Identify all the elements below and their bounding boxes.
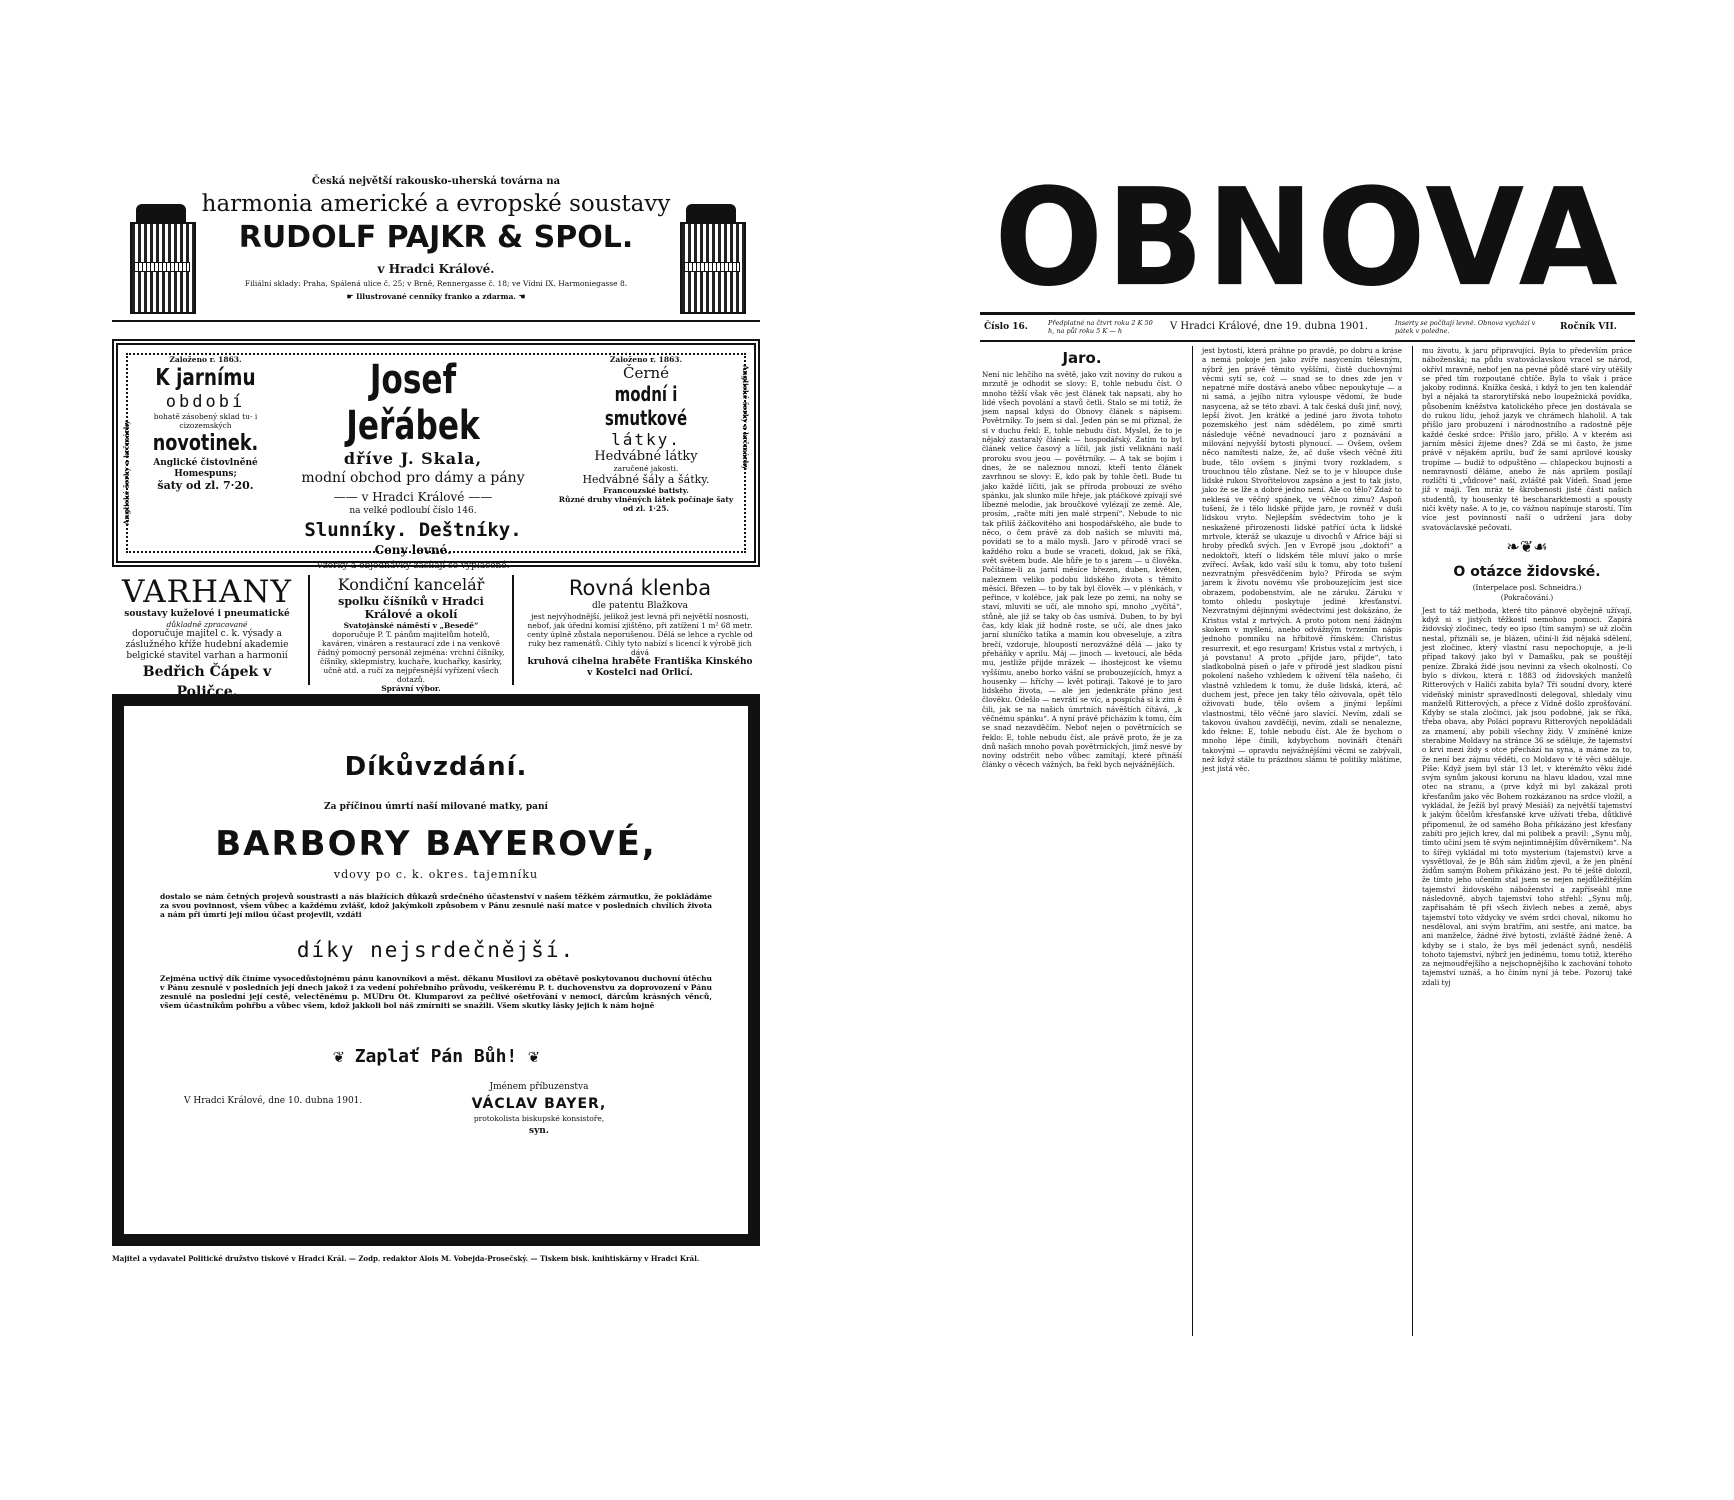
varhany-body: doporučuje majitel c. k. výsady a záslužného kříže hudební akademie belgické stavitel varhan a harmonií xyxy=(125,629,289,661)
three-ads-row xyxy=(112,574,760,700)
article2-cont: (Pokračování.) xyxy=(1500,592,1554,602)
masthead: OBNOVA xyxy=(994,160,1621,317)
thanks-behalf: Jménem příbuzenstva xyxy=(489,1082,589,1092)
drive-skala: dříve J. Skala, xyxy=(343,449,483,468)
harmonium-line1: Česká největší rakousko-uherská továrna na xyxy=(311,176,561,187)
kondicni-body: doporučuje P. T. pánům majitelům hotelů, kaváren, vináren a restaurací zde i na venkově řádný pomocný personál zejména: vrchní číšníky, číšníky, sklepmistry, kuchaře, kuchařky, kasírky, učně atd. a ručí za nejpřesnější vyřízení všech dotazů. xyxy=(317,630,505,684)
varhany-title: VARHANY xyxy=(121,574,293,610)
zarucene: zaručené jakosti. xyxy=(613,464,679,473)
kondicni-sub: spolku číšníků v Hradci Králové a okolí xyxy=(338,595,484,621)
obdobi: období xyxy=(165,392,246,412)
imprint-footer: Majitel a vydavatel Politické družstvo tiskové v Hradci Král. — Zodp. redaktor Alois M. Vobejda-Prosečský. — Tiskem bisk. knihtiskárny v Hradci Král. xyxy=(112,1254,700,1263)
sklad-text: bohatě zásobený sklad tu- i cizozemských xyxy=(153,412,258,430)
jerabek-address: na velké podloubí číslo 146. xyxy=(349,506,477,516)
klenba-maker: kruhová cihelna hraběte Františka Kinského xyxy=(527,657,753,667)
anglicke: Anglické čistovlněné xyxy=(153,458,258,468)
klenba-sub: dle patentu Blažkova xyxy=(592,601,688,611)
thanks-date: V Hradci Králové, dne 10. dubna 1901. xyxy=(184,1096,363,1106)
article-columns xyxy=(980,346,1635,1336)
vzorky: Vzorky a objednávky zasílají se vyplacené. xyxy=(316,561,510,571)
vlnene-latky: Různé druhy vlněných látek počínaje šaty od zl. 1·25. xyxy=(558,495,734,513)
article2-sub: (Interpelace posl. Schneidra.) xyxy=(1472,583,1582,593)
ornament-icon: ❧❦☙ xyxy=(1506,536,1548,556)
harmonium-company: RUDOLF PAJKR & SPOL. xyxy=(238,220,634,255)
varhany-sub: soustavy kuželové i pneumatické xyxy=(124,609,290,619)
homespuns: Homespuns; xyxy=(174,469,237,479)
modni-smutkove: modní i smutkové xyxy=(604,382,688,430)
thanks-name: BARBORY BAYEROVÉ, xyxy=(215,824,657,864)
cerne: Černé xyxy=(622,364,670,382)
ceny-levne: Ceny levné. xyxy=(374,543,452,557)
harmonium-ad xyxy=(112,176,760,332)
harmonium-city: v Hradci Králové. xyxy=(377,262,495,276)
kondicni-ad xyxy=(316,575,506,693)
column-2-text: jest bytostí, která práhne po pravdě, po dobru a kráse a nemá pokoje jen jako zvíře nasycením tělesným, nýbrž jen právě těmito vyššími, čistě duchovnými věcmi sytí se, což — snad se to dnes zde jen v nepatrné míře dostává anebo vůbec nepoukytuje — a ni samá, a jejího nitra vylouspe vědomí, že bude nasycena, až se této zbaví. A tak česká duši jinř, nový, lepší život. Jen krátké a jediné jaro života tohoto pozemského jest nám sdědělem, po zimě smrti následuje věčné nevadnoucí jaro z poznávání a milování nejvyšší bytosti plynoucí. — Ovšem, ovšem něco namítesti nalze, že, ač duše všech věčně žiti bude, tělo ovšem s jinými tvory rozkladem, s trouchnou tělo zůstane. Než se to je v hloupce duše lidské rukou Stvořitelovou zapsáno a jest to tak jisto, jako že se lže a dobré jedno není. Ale co tělo? Zdaž to neklesá ve věčný spánek, ve věčnou zimu? Aspoň tušení, že i tělo lidské přijde jaro, je rovněž v duši lidskou vryto. Nejlepším svědectvím toho je k neskažené přirozenosti lidské patřící úcta k lidské mrtvole, kteráž se ukazuje u divochů v Africe bájí si hroby předků svých. Jen v Evropě jsou „doktoři“ a nedoktoři, kteří o lidském těle mluví jako o mrše zvířecí. Avšak, kdo vaší silu k tomu, aby toto tušení nezvratným přesvědčením bylo? Příroda se svým jarem k životu novému vše probouzejícím jest sice obrazem, podobenstvím, ale ne záruku. Záruku v tomto ohledu poskytuje jediné křesťanství. Nezvratnými dějinnými svědectvími jest dokázáno, že Kristus vstal z mrtvých. A proto potom není žádným skokem v myšlení, anebo odvážným tvrzením nápis jednoho pomníku na hřbitově římském: Christus resurrexit, et ego resurgam! Kristus vstal z mrtvých, i já povstanu! A proto „přijde jaro, přijde“, tato sladkobolná píseň o jaře v přírodě jest sladkou písní pokolení našeho vzhledem k oživení těla našeho, či vlastně vzhledem k tomu, že duše lidská, která, ač duchem jest, přece jen taky tělo oživovala, opět tělo oživovati bude, tělo ovšem a jinými lepšími vlastnostmi, tělo věčné jaro slavící. Nevím, zdali se takovou úvahou zavděčiji, nevím, zdali se nenalezne, kdo řekne: E, tohle nebudu číst. Ale že bychom o mnoho lépe činili, kdybychom novináři čtenáři takovými — opravdu nejvážnějšími věcmi se zabývali, než když stále tu prázdnou slámu té politiky mlátíme, jest jistá věc. xyxy=(1202,346,1402,774)
left-page xyxy=(112,176,760,1342)
slunniky-destniky: Slunníky. Deštníky. xyxy=(304,519,522,541)
klenba-body: jest nejvýhodnější, jelikož jest levná při největší nosnosti, neboť, jak úřední komisí zjištěno, při zatížení 1 m² 68 metr. centy úplně zůstala neporušenou. Dělá se lehce a rychle od ruky bez ramenátů. Cihly tyto nabízí s licencí k výrobě jich dává xyxy=(527,612,753,657)
thanks-paragraph1: dostalo se nám četných projevů soustrasti a nás blažících důkazů srdečného účastenství v našem těžkém zármutku, že pokládáme za svou povinnost, všem vůbec a každému zvlášť, kdož jakýmkoli způsobem v Pánu zesnulé naší matce v posledních chvílích života a nám při úmrtí její milou účast projevili, vzdáti xyxy=(160,892,712,919)
jerabek-center-column xyxy=(278,355,548,571)
issue-bar xyxy=(980,316,1635,338)
hedvabne-latky: Hedvábné látky xyxy=(594,449,698,464)
k-jarnimu: K jarnímu xyxy=(155,365,256,391)
jerabek-side-right: Anglické šerky a krčmárky xyxy=(741,365,750,470)
jerabek-side-left: Anglické šerky a krčmárky xyxy=(122,420,131,525)
column-1 xyxy=(982,346,1182,770)
jerabek-ad xyxy=(112,339,760,571)
varhany-name: Bedřich Čápek v Poličce. xyxy=(142,664,272,700)
founded-right: Založeno r. 1863. xyxy=(609,355,683,364)
thanks-widow: vdovy po c. k. okres. tajemníku xyxy=(333,868,539,881)
jerabek-right-column xyxy=(556,355,736,550)
modni-obchod: modní obchod pro dámy a pány xyxy=(301,470,525,486)
klenba-ad xyxy=(520,575,760,685)
column-separator xyxy=(1412,346,1413,1336)
thanks-signer: VÁCLAV BAYER, xyxy=(471,1096,607,1112)
ad-separator xyxy=(512,575,514,685)
thanks-title: Díkůvzdání. xyxy=(344,752,528,782)
klenba-title: Rovná klenba xyxy=(568,576,712,600)
batisty: Francouzské batisty. xyxy=(603,486,689,495)
kondicni-title: Kondiční kancelář xyxy=(337,575,485,594)
column-3 xyxy=(1422,346,1632,987)
issue-number: Číslo 16. xyxy=(984,322,1028,332)
date-place: V Hradci Králové, dne 19. dubna 1901. xyxy=(1170,321,1369,332)
harmonium-branches: Filiální sklady: Praha, Spálená ulice č. 25; v Brně, Rennergasse č. 18; ve Vídni IX. Harmoniegasse 8. xyxy=(244,279,628,288)
column-separator xyxy=(1192,346,1193,1336)
novotinek: novotinek. xyxy=(152,431,259,456)
saty-cena: šaty od zl. 7·20. xyxy=(157,479,254,492)
volume: Ročník VII. xyxy=(1560,322,1617,332)
thanks-intro: Za příčinou úmrtí naší milované matky, paní xyxy=(324,802,548,812)
column-2 xyxy=(1202,346,1402,774)
harmonium-line2: harmonia americké a evropské soustavy xyxy=(201,191,671,217)
jerabek-city-text: v Hradci Králové xyxy=(361,490,465,504)
jerabek-name: Josef Jeřábek xyxy=(346,357,480,449)
article-title-jaro: Jaro. xyxy=(1062,349,1102,367)
inserts: Inserty se počítají levně. Obnova vychází v pátek v poledne. xyxy=(1395,319,1536,335)
thanks-son: syn. xyxy=(529,1126,549,1136)
latky: látky. xyxy=(611,430,681,449)
column-3b-text: Jest to táž methoda, které tito pánové obyčejně užívají, když si s jistých těžkostí nemohou pomoci. Zapírá židovský zločinec, tedy eo ipso (tím samým) se už zločin nestal, přiználi se, je blázen, učiní-li žid nějaká sdělení, jest zločinec, který vlastní rasu nepochopuje, a je-li případ takový jako byl v Damašku, pak se pouštějí peníze. Zbraká židé jsou nevinni za všech okolností. Co bylo s dívkou, která r. 1883 od židovských manželů Ritterových v Haliči zabita byla? Tři soudní dvory, které vídeňský ministr spravedlnosti delegoval, shledaly vinu manželů Ritterových, a přece z Vídně došlo zprošťování. Kdyby se stala zločinci, jak jsou podobné, jak se říká, třeba obava, aby Poláci popravu Ritterových nepokládali za znamení, aby pobili všechny židy. V zmíněné knize sterabine Moldavy na stránce 36 se sděluje, že tajemství o krvi mezi židy s otce přechází na syna, a máme za to, že není bez zájmu věděti, co Moldavo v té věci sděluje. Píše: Když jsem byl stár 13 let, v kterémžto věku židé svým synům jakousi korunu na hlavu kladou, vzal mne otec na stranu, a (prve když mi byl zakázal proti křesťanům jako věc Bohem rozkázanou na srdce vložil, a vykládal, že Ježíš byl pravý Mesiáš) za největší tajemství k jakým ůčelům křesťanské krve užívati třeba, důtklivě připomenul, že od samého Boha přikázáno jest křesťany zabíti pro jejich krev, dal mi polibek a pravil: „Synu můj, tímto učiní jsem tě svým nejintimnějším důvěrníkem“. Na to šířeji vykládal mi toto mysterium (tajemství) krve a vysvětloval, že je Bůh sám židům zjevil, a že jen plnění židům samým Bohem přikázáno jest. Po té ještě dolozil, že tímto jeho učením stal jsem se nejen nejdůležitějším tajemství židovského náboženství a zapříseáhl mne následovně, abych tajemství toho střehl: „Synu můj, zapřisahám tě při všech živlech nebes a země, abys tajemství toto vždycky ve svém srdci choval, nikomu ho nesděloval, ani svým bratřím, ani sestře, ani matce, ba ani manželce, žádné živé bytosti, zvláště žádné ženě. A kdyby se i stalo, že bys měl jedenáct synů, nesdělíš tohoto tajemství, nýbrž jen jedinému, tomu totiž, kterého za nejmoudřejšího a nejschopnějšího k zachování tohoto tajemství uznáš, a ho činím nyní já tebe. Pozoruj také zdali tyj xyxy=(1422,605,1632,987)
thanks-diky: díky nejsrdečnější. xyxy=(296,938,576,962)
column-1-text: Není nic lehčího na světě, jako vzít noviny do rukou a mrzutě je odhodit se slovy: E, tohle nebudu číst. O mnoho těžší však věc jest článek tak napsati, aby ho lidé všech povolání a stavů četli. Stalo se mi totiž, že jsem napsal kdysi do Obnovy článek s nápisem: Povětrníky. To jsem si dal. Jeden pán se mi přiznal, že si v duchu řekl: E, tohle nebudu číst. Myslel, že to je nějaký zastaralý článek — hospodářský. Zatím to byl článek velice časový a líčil, jak jistí veliknáni naší proroku svou jeou — povětrníky. — A tak se bojím i dnes, že se naleznou mnozí, kteří tento článek zavrhnou se slovy: E, kdo pak by tohle četl. Bude tu jako každé líčiti, jak se příroda probouzí ze svého spánku, jak slunko mile hřeje, jak ptáčkové zpívají své líbezné melodie, jak broučkové vylézají ze země. Ale, prosím, „račte míti jen malé strpení“. Nebude to nic tak přilíš žáčkovitého ani hospodářského, ale bude to něco, o čem právě za dob našich se mluviti má, povídati se to a málo mysli. Jaro v přírodě vrací se každého roku a bude se vraceti, dokud, jak se říká, svět světem bude. Ale hůře je to s jarem — u člověka. Počítáme-li za jarní měsíce březen, duben, květen, naleznem veliko podobu lidského života s těmito měsíci. Březen — to by tak byl člověk — v plénkách, v peřince, v kolébce, jak pak leze po zemi, na nohy se staví, mluviti se učí, ale mnoho spí, mnoho „vyčítá“, stůně, ale již se taky ob čas usmívá. Duben, to by byl čas, kdy klak již hodně roste, se učí, ale dnes jako jarní sluníčko tatíka a mamin kou obveseluje, a zítra brečí, vzdoruje, hloupostí nerozvážné dělá — jako ty přeháňky v aprilu. Máj — jinoch — kvetoucí, ale běda mu, jestliže přijde mrázek — ihostejcost ke všemu vyššímu, anebo horko vášní se probouzejících, hmyz a housenky — hříchy — květ potiraji. Takové je to jaro lidského života, — ale jen jedenkráte přáno jest člověku. Odešlo — nevrátí se víc, a pospíchá si k zim ě čili, jak se na našich úmrtních návěštích čítává, „k věčnému spánku“. A nyní právě přicházím k tomu, čím se snad nezavděčím. Neboť nejen o povětrnících se řeklo: E, tohle nebudu číst, ale právě proto, že je za dnů našich mnoho povah povětrníckých, jimž nesvé by noviny odstrčit nebo vůbec zamítají, které přináší články o věcech vážných, ba řekl bych nejvážnějších. xyxy=(982,370,1182,770)
varhany-sub2: důkladně zpracované xyxy=(166,620,248,629)
article-title-otazka: O otázce židovské. xyxy=(1453,564,1601,581)
jerabek-city: —— v Hradci Králové —— xyxy=(333,490,493,504)
founded-left: Založeno r. 1863. xyxy=(169,355,242,364)
harmonium-illustration-left xyxy=(126,204,196,314)
issue-rule xyxy=(980,340,1635,342)
saly-satky: Hedvábné šály a šátky. xyxy=(582,473,710,486)
masthead-rule xyxy=(980,312,1635,315)
ad-separator xyxy=(308,575,310,685)
jerabek-left-column xyxy=(138,355,273,550)
column-3-text: mu životu, k jaru připravující. Byla to především práce náboženská; na půdu svatováclavskou vracel se národ, okřívl mravně, neboť jen na pevné půdě staré víry utěšily se před tím rozpoutané chtíče. Byla to však i práce jakoby rodinná. Knížka česká, i když to jen ten kalendář byl a nějaká ta starorytířská nebo loupežnická povídka, působením kněžstva katolického přece jen dostávala se do rukou lidu, jehož jazyk ve chrámech hlaholil. A tak přišlo jaro probuzení i národnostního a radostně pěje každé české srdce: Přišlo jaro, přišlo. A v kterém asi jarním měsíci žijeme dnes? Zdá se mi často, že jsme právě v nějakém aprilu, buď že sami aprilové kousky tropíme — budiž to odpuštěno — chlapeckou bujností a nemravností děláme, anebo že nás aprilem posílají rozličtí ti „vůdcové“ naší, zvláště pak Vídeň. Snad jeme již v máji. Ten mráz té škrobenosti jisté části našich studentů, ty housenky té beschararktemosti a spousty ničí květy naše. A to je, co vážnou napínuje starostí. Tím více jest povinností naší o udržení jara doby svatováclavské pečovati. xyxy=(1422,346,1632,532)
thanks-zaplat-text: Zaplať Pán Bůh! xyxy=(354,1046,518,1067)
varhany-ad xyxy=(112,574,302,700)
harmonium-catalog-text: Illustrované cenníky franko a zdarma. xyxy=(355,292,517,301)
harmonium-illustration-right xyxy=(676,204,746,314)
right-page xyxy=(980,160,1635,1340)
kondicni-addr: Svatojánské náměstí v „Besedě“ xyxy=(343,621,479,630)
thanks-paragraph2: Zejména uctivý dík činíme vysocedůstojnému pánu kanovníkovi a měst. děkanu Musilovi za obětavě poskytovanou duchovní útěchu v Pánu zesnulé v posledních její dnech jakož i za vedení pohřebního průvodu, veškerému P. t. duchovenstvu za doprovození v Pánu zesnulé na poslední její cestě, velectěnému p. MUDru Ot. Klumparovi za pečlivé ošetřování v nemoci, dárcům krásných věnců, všem účastníkům pohřbu a vůbec všem, kdož jakkoli bol náš zmírniti se snažili. Všem skutky lásky jejich k nám hojně xyxy=(160,974,712,1010)
thanks-notice xyxy=(112,694,760,1246)
thanks-role: protokolista biskupské konsistoře, xyxy=(473,1114,605,1123)
klenba-city: v Kostelci nad Orlicí. xyxy=(587,668,693,678)
subscription: Předplatné na čtvrt roku 2 K 50 h, na půl roku 5 K — h xyxy=(1048,319,1153,335)
harmonium-catalog: ☛ Illustrované cenníky franko a zdarma. ☚ xyxy=(346,292,526,301)
divider xyxy=(112,320,760,322)
kondicni-sign: Správní výbor. xyxy=(381,684,441,693)
thanks-zaplat: ❦ Zaplať Pán Bůh! ❦ xyxy=(333,1046,539,1067)
